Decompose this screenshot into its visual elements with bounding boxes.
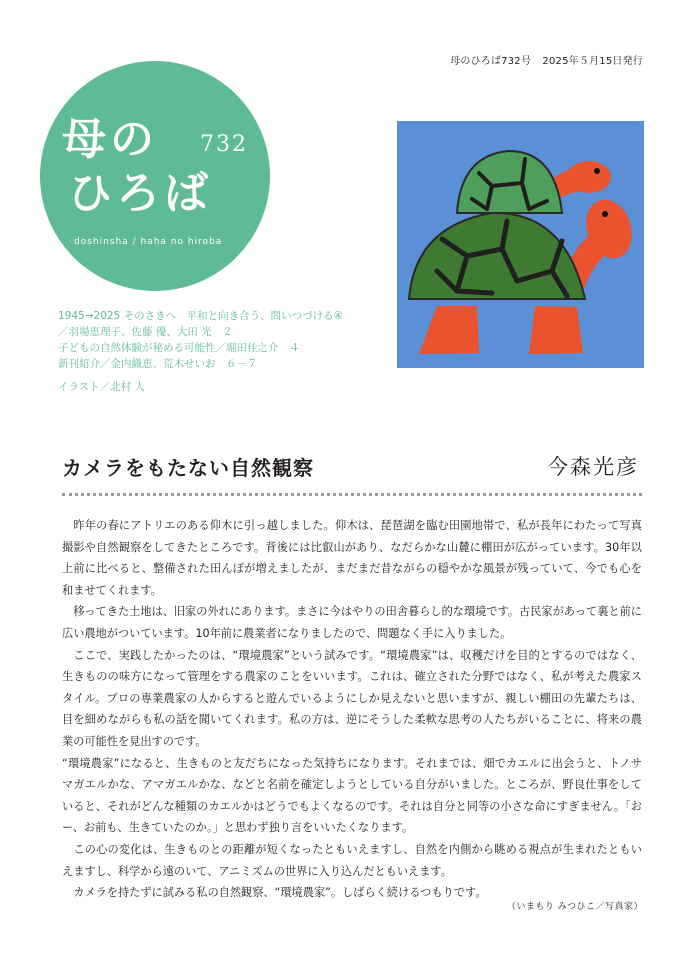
- big-turtle-leg-front: [529, 306, 583, 354]
- dotted-divider: [62, 493, 642, 496]
- article-body: [62, 515, 642, 904]
- issue-number: 732: [200, 132, 248, 157]
- paragraph: ここで、実践したかったのは、“環境農家”という試みです。“環境農家”は、収穫だけを目的とするのではなく、生きものの味方になって管理をする農家のことをいいます。これは、確立された分野ではなく、私が考えた農家スタイル。プロの専業農家の人からすると遊んでいるようにしか見えないと思いますが、親しい棚田の先輩たちは、目を細めながらも私の話を聞いてくれます。私の方は、逆にそうした柔軟な思考の人たちがいることに、将来の農業の可能性を見出すのです。: [62, 648, 642, 748]
- cover-illustration: [397, 121, 644, 368]
- table-of-contents: [58, 308, 378, 395]
- toc-item: 1945→2025 そのさきへ 平和と向き合う、問いつづける④: [58, 310, 343, 322]
- publication-date: 2025年５月15日発行: [542, 56, 643, 67]
- paragraph: “環境農家”になると、生きものと友だちになった気持ちになります。それまでは、畑でカエルに出会うと、トノサマガエルかな、アマガエルかな、などと名前を確定しようとしている自分がいました。ところが、野良仕事をしていると、それがどんな種類のカエルかはどうでもよくなるのです。それは自分と同等の小さな命にすぎません。「おー、お前も、生きていたのか。」と思わず独り言をいいたくなります。: [62, 756, 642, 835]
- masthead-title-line2: ひろば: [68, 168, 212, 219]
- masthead-romaji: doshinsha / haha no hiroba: [74, 237, 223, 247]
- paragraph: この心の変化は、生きものとの距離が短くなったともいえますし、自然を内側から眺める視点が生まれたともいえますし、科学から遠のいて、アニミズムの世界に入り込んだともいえます。: [62, 842, 642, 878]
- toc-item: ／羽場恵理子、佐藤 優、大田 光 ２: [58, 326, 233, 338]
- author-byline: （いまもり みつひこ／写真家）: [506, 902, 643, 912]
- toc-item: 子どもの自然体験が秘める可能性／堀田佳之介 ４: [58, 342, 300, 354]
- toc-item: 新刊紹介／金内織恵、荒木せいお ６－７: [58, 358, 258, 370]
- publication-issue: 母のひろば732号: [450, 56, 532, 67]
- article-title: カメラをもたない自然観察: [62, 456, 314, 480]
- big-turtle-eye: [602, 211, 608, 217]
- issue-info: [450, 52, 643, 67]
- paragraph: カメラを持たずに試みる私の自然観察、“環境農家”。しばらく続けるつもりです。: [62, 886, 487, 900]
- illustration-credit: イラスト／北村 人: [58, 381, 146, 393]
- small-turtle-eye: [594, 168, 600, 174]
- paragraph: 移ってきた土地は、旧家の外れにあります。まさに今はやりの田舎暮らし的な環境です。古民家があって裏と前に広い農地がついています。10年前に農業者になりましたので、問題なく手に入りました。: [62, 605, 642, 640]
- small-turtle-head: [567, 161, 611, 193]
- article-author: 今森光彦: [547, 455, 639, 479]
- masthead-title-line1: 母の: [62, 114, 158, 165]
- paragraph: 昨年の春にアトリエのある仰木に引っ越しました。仰木は、琵琶湖を臨む田園地帯で、私が長年にわたって写真撮影や自然観察をしてきたところです。背後には比叡山があり、なだらかな山麓に棚田が広がっています。30年以上前に比べると、整備された田んぼが増えましたが、まだまだ昔ながらの穏やかな風景が残っていて、今でも心を和ませてくれます。: [62, 519, 642, 597]
